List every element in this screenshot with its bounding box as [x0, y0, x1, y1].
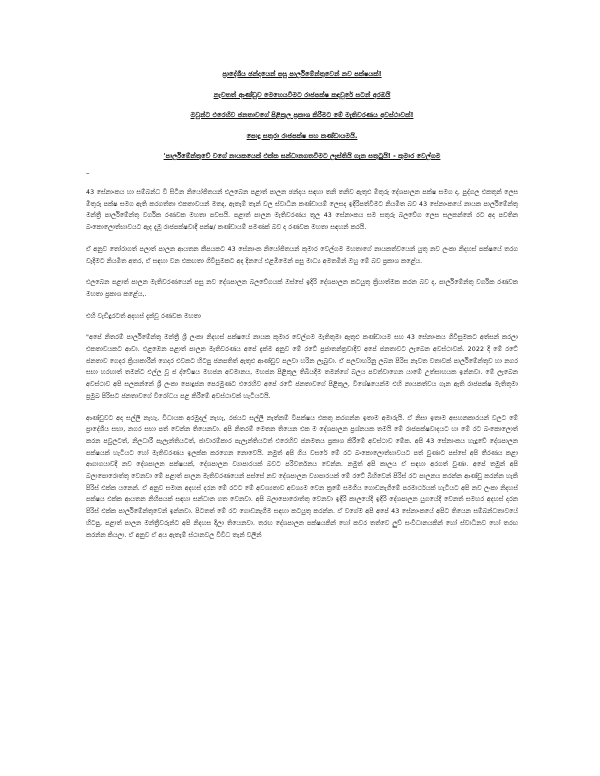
paragraph-1: 43 සේනාංකය හා සම්බන්ධ වී සිටින නියෝජිතයන් එලබෙන පළාත් පාලන ඡන්දය සඳහා තනි තනිව ඇතුළු මිතුරු දේශපාලන පක්ෂ සමග ද, පුද්ගල එකතුන් ලෙස මිතුරු පක්ෂ සමග ඇති කරගත්තා එකතාවයන් මතද, ඇතැම් තැන් වල ස්වාධීන කණ්ඩායම් ලෙසද ඉදිරිපත්වීමට නියමිත බව 43 සේනාංකයේ නායක පාර්ලිමේන්තු මන්ත්‍රී පාර්ලිමේන්තු වර්ගික රණවක මහතා පවසයි. පළාත් පාලන මැතිවරණය තුල 43 සේනාංකය සම සතුරු බලවේග ලෙස සලකන්නේ රට අද පවතින බංකොලොත්භාවයට ඇද දැමූ රාජපක්ෂවාදී පක්ෂ/ කණ්ඩායම් පමණක් බව ද රණවක මහතා සඳහන් කරයි. [86, 189, 518, 232]
paragraph-4: එහි වැඩිදුරටත් අදහස් දැක්වූ රණවක මහතා [86, 312, 201, 320]
paragraph-3: එලබෙන පළාත් පාලන මැතිවරණයෙන් පසු නව දේශපාලන බලවේගයක් ඔස්සේ ඉදිරි දේශපාලන කටයුතු ක්‍රියාත්මක කරන බව ද, පාර්ලිමේන්තු වර්ගික රණවක මහතා ප්‍රකාශ කළේය,. [86, 279, 518, 298]
dash-separator: – [86, 169, 90, 177]
headline-4: පොදු සතුරා රාජපක්ෂ සහ කණ්ඩායමයි. [246, 131, 358, 140]
paragraph-2: ඒ අනුව තෝරාගත් පලාත් පාලන ආයතන කීපයකට 43 සේනාංක නියෝජිතයන් කුමාර වෙල්ගම මහතාගේ නායකත්වයෙන් යුතු නව ලංකා නිදහස් පක්ෂයේ තරග වැදීමට නියමිත අතර, ඒ සඳහා වන එකඟතා ගිවිසුමකට අද දිනයේ එළඹීමෙන් පසු මාධ්‍ය අමතමින් ඔහු මේ බව ප්‍රකාශ කළේය. [86, 245, 518, 265]
subtitle-quote [86, 152, 518, 161]
headline-1: ප්‍රාදේශීය ඡන්දයෙන් පසු පාර්ලිමේන්තුවෙන් නව පක්ෂයක්! [222, 70, 382, 78]
headline-2: නැවතත් ආණ්ඩුව මෙහෙයවීමට රාජපක්ෂ කඳවුරේ සටන් අරඹයි [213, 90, 391, 99]
headline-block [86, 70, 518, 141]
headline-3: ඔවුන්ට එරෙහිව ජනතාවගේ පිළිකුල ප්‍රකාශ කිරීමට මේ මැතිවරණය අවස්ථාවක්! [190, 111, 414, 119]
subtitle-text: 'පාර්ලිමේන්තුවේ වගේ නායකයෙක් එක්ක සන්ධානගතවීමට ලෑස්තියි ගැන සතුටුයි! - කුමාර වෙල්ගම [163, 152, 441, 160]
paragraph-6: ආණ්ඩුවට අද සල්ලි නැහැ, විධායක අරමුදල් නැහැ, රජයට සල්ලි නැත්නම් විපක්ෂය එකතු කරගන්න ඉතාම අමාරුයි. ඒ නිසා ඉතාම අසහනකාරයන් වලට මේ ප්‍රාදේශීය සභා, නගර සභා පත් වෙන්න තියෙනවා. අපි නිතරම් මෙතන තියෙන එක ම දේශපාලන ප්‍රශ්නයක තමයි මේ රාජපක්ෂවාදයට හා මේ රට බංකොලොත් කරන පවුලටත්, නිලධාරී පැලැන්තියටත්, ජාවාරම්කාර පැලැන්තියටත් එරෙහිව ජනමතය ප්‍රකාශ කිරීමේ අවස්ථාව මේක. අපි 43 සේනාංකය හැදුවේ දේශපාලන පක්ෂයක් හැටියට හෝ මැතිවරණය ඉලක්ක කරගෙන නොවෙයි. නමුත් අපි ගිය වසරේ මේ රට බංකොලොත්භාවයට පත් වුණාට පස්සේ අපි තීරණය කළා ආගාගයාවදී නව දේශපාලන පක්ෂයක්, දේශපාලන ව්‍යාපාරයක් බවට පරිවර්තනය වෙන්න. නමුත් අපි කාලය ඒ සඳහා අරගත් වුණා. අපේ තමුන් අපි බලාපොරොත්තු වෙනවා මේ පළාත් පාලන මැතිවරණයෙන් පස්සේ නව දේශපාලන ව්‍යාපාරයක් මේ රටේ බිහිවෙන් පිරිස් රට පාලනය කරන්න ආණ්ඩු කරන්න හැකි පිරිස් එක්ක යනෙන්. ඒ අනුව සමාන අදහස් දරන මේ රටට මේ අවශ්‍යතාව අවශ්‍යම වෙන ක්‍රමේ සමගිය ගොඩනැගීමේ පරමාර්ථයක් හැටියට අපි නව ලංකා නිදහස් පක්ෂය එක්ක ආයතන නිහිපයක් සඳහා සන්ධාන ගත වෙනවා. අපි බලාපොරොත්තු වෙනවා ඉදිරි කාලයේදී ඉදිරි දේශපාලන යුගයේදී වෙනත් සමහර අදහස් දරන පිරිස් එක්ක පාර්ලිමේන්තුවෙන් ඉන්නවා. පිටතත් මේ රට ගොඩනැගීම සඳහා කටයුතු කරන්න. ඒ වගේම අපි අපේ 43 සේනාංකයේ අපිට තියෙන සම්බන්ධතාවයේ හිටපු, පළාත් පාලන මන්ත්‍රීවරුන්ට අපි නිදහස දීලා තියෙනවා. තරඟ දේශපාලන පක්ෂයකින් හෝ කවර තත්වෙ ලුව් සංවිධානයකින් හෝ ස්වාධීනව හෝ තරඟ කරන්න කියලා. ඒ අනුව ඒ අය ඇතැම් ස්ථානවල විවිධ තැන් වලින් [86, 414, 518, 539]
paragraph-5: "අපේ නිතරම් පාර්ලිමේන්තු මන්ත්‍රී ශ්‍රී ලංකා නිදහස් පක්ෂයේ නායක කුමාර වෙල්ගම මැතිතුමා ඇතුළු කණ්ඩායම සහ 43 සේනාංකය ගිවිසුමකට අත්සන් කරලා එකතාවයකට ආවා. එළඹෙන පළාත් පාලන මැතිවරණය අපේ දැක්ම අනුව මේ රටේ ප්‍රජාතන්ත්‍රවාදීව අපේ ජනතාවට ලැබෙන අවස්ථාවක්. 2022 දී මේ රටේ ජනතාව ගෙදර ක්‍රියාකාරීන් ගෙදර එවකට හිටපු ජනපතිත් ඇතුළු ආණ්ඩුව පලවා හරින ලැබුවා. ඒ පලවාහරිනු ලබන පිරිස නැවත වතාවක් පාර්ලිමේන්තුව හා නගර සභා හරහාත් තමන්ට එල්ල වූ ජ ද්වේෂය මහජන අවමානය, මහජන පිළිකුල තිබියදීම තමන්ගේ බලය පවත්වාගෙන යාමේ උත්සාහයක ඉන්නවා. මේ ලැබෙන අවස්ථාව අපි සලකන්නේ ශ්‍රී ලංකා පොදුජන පෙරමුණට එරෙහිව අපේ රටේ ජනතාවගේ පිළිකුල, විශේෂයෙන්ම එහි නායකත්වය ගැන ඇති රාජපක්ෂ මැතිතුමා ප්‍රමුඛ පිරිසට ජනතාවගේ විරෝධය පළ කිරීමේ අවස්ථාවක් හැටියටයි. [86, 334, 518, 400]
